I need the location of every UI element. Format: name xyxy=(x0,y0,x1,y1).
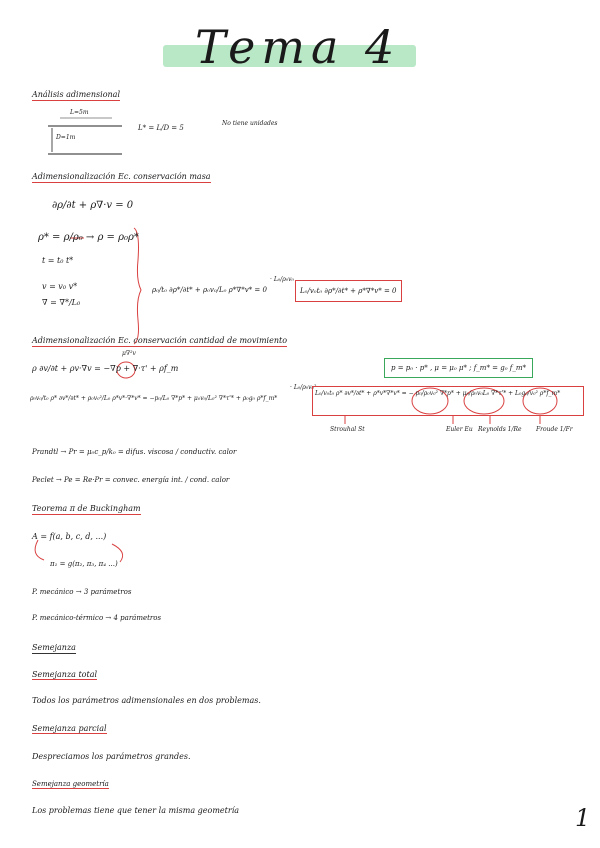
momentum-boxed-result: L₀/v₀t₀ ρ* ∂v*/∂t* + ρ*v*∇*v* = − p₀/ρ₀v₀² ∇*p* + μ₀/ρ₀v₀L₀ ∇*τ'* + L₀g₀/v₀² ρ*f_m* xyxy=(312,386,584,416)
mass-boxed-result: L₀/v₀t₀ ∂ρ*/∂t* + ρ*∇*v* = 0 xyxy=(295,280,402,302)
mechanical-params: P. mecánico → 3 parámetros xyxy=(32,588,132,596)
section-heading-semejanza: Semejanza xyxy=(32,643,76,652)
section-heading-masa: Adimensionalización Ec. conservación masa xyxy=(32,172,211,181)
red-bracket xyxy=(134,228,141,344)
section-heading-momento: Adimensionalización Ec. conservación cantidad de movimiento xyxy=(32,336,288,345)
thermal-params: P. mecánico-térmico → 4 parámetros xyxy=(32,614,162,622)
mass-multiply-factor: · L₀/ρ₀v₀ xyxy=(270,276,294,283)
page-title: Tema 4 xyxy=(195,20,401,74)
momentum-equation: ρ ∂v/∂t + ρv·∇v = −∇p + ∇·τ' + ρf_m xyxy=(32,364,179,373)
semejanza-geometria-label: Semejanza geometría xyxy=(32,780,109,788)
viscous-term-note: μ∇²v xyxy=(122,350,136,357)
momentum-dimensional-eq: ρ₀v₀/t₀ ρ* ∂v*/∂t* + ρ₀v₀²/L₀ ρ*v*·∇*v* = −p₀/L₀ ∇*p* + μ₀v₀/L₀² ∇*τ'* + ρ₀g₀ ρ*f_m* xyxy=(30,395,278,402)
length-ratio: L* = L/D = 5 xyxy=(138,124,184,132)
pipe-length-label: L=5m xyxy=(70,109,89,116)
density-scaling: ρ* = ρ/ρ₀ → ρ = ρ₀ρ* xyxy=(38,232,139,243)
buckingham-function: A = f(a, b, c, d, ...) xyxy=(32,532,107,541)
peclet-definition: Peclet → Pe = Re·Pr = convec. energía int. / cond. calor xyxy=(32,476,230,484)
label-strouhal: Strouhal St xyxy=(330,426,365,433)
section-heading-analisis: Análisis adimensional xyxy=(32,90,121,99)
mass-dimensional-eq: ρ₀/t₀ ∂ρ*/∂t* + ρ₀v₀/L₀ ρ*∇*v* = 0 xyxy=(152,286,267,294)
label-euler: Euler Eu xyxy=(446,426,473,433)
velocity-scaling: v = v₀ v* xyxy=(42,282,78,291)
units-note: No tiene unidades xyxy=(222,120,278,127)
semejanza-total-text: Todos los parámetros adimensionales en dos problemas. xyxy=(32,696,261,705)
semejanza-parcial-label: Semejanza parcial xyxy=(32,724,107,733)
semejanza-geometria-text: Los problemas tiene que tener la misma geometría xyxy=(32,806,240,815)
semejanza-total-label: Semejanza total xyxy=(32,670,98,679)
pipe-diameter-label: D=1m xyxy=(56,134,76,141)
mass-equation: ∂ρ/∂t + ρ∇·v = 0 xyxy=(52,200,134,211)
label-reynolds: Reynolds 1/Re xyxy=(478,426,522,433)
momentum-multiply-factor: · L₀/ρ₀v₀² xyxy=(290,384,317,391)
section-heading-buckingham: Teorema π de Buckingham xyxy=(32,504,141,513)
scaling-green-box: p = p₀ · p* , μ = μ₀ μ* ; f_m* = g₀ f_m* xyxy=(384,358,533,378)
time-scaling: t = t₀ t* xyxy=(42,256,74,265)
prandtl-definition: Prandtl → Pr = μ₀c_p/k₀ = difus. viscosa / conductiv. calor xyxy=(32,448,237,456)
page-number: 1 xyxy=(575,804,591,832)
semejanza-parcial-text: Despreciamos los parámetros grandes. xyxy=(32,752,191,761)
buckingham-pi-function: π₁ = g(π₂, π₃, π₄ ...) xyxy=(50,560,118,568)
nabla-scaling: ∇ = ∇*/L₀ xyxy=(42,298,81,307)
label-froude: Froude 1/Fr xyxy=(536,426,573,433)
